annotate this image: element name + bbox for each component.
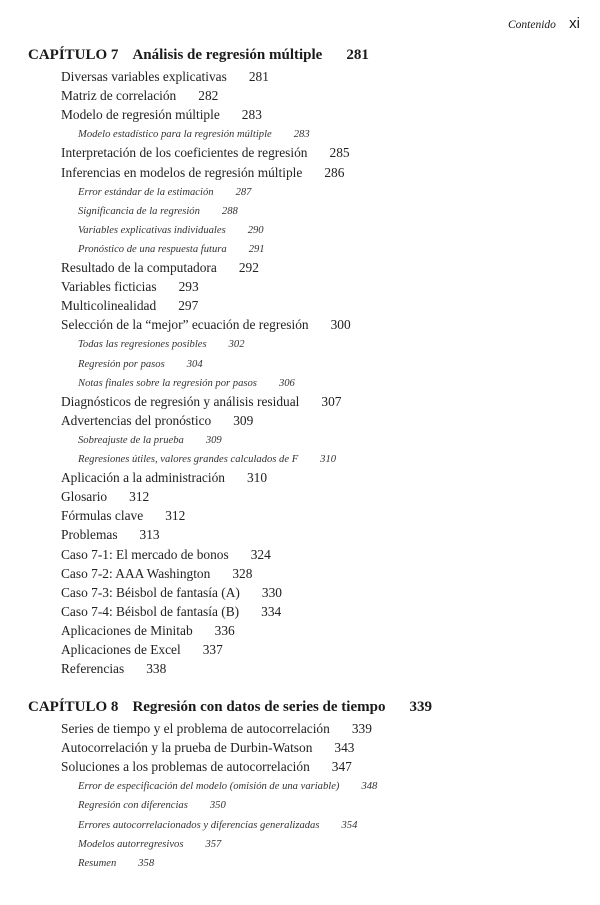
entry-title: Caso 7-4: Béisbol de fantasía (B) [61,603,240,619]
entry-title: Modelo estadístico para la regresión múltiple [78,129,272,141]
entry-title: Glosario [61,489,108,505]
toc-subentry [78,854,154,873]
entry-title: Regresión con diferencias [78,800,188,812]
entry-title: Error estándar de la estimación [78,186,214,198]
entry-page: 312 [129,489,150,505]
entry-title: Pronóstico de una respuesta futura [78,243,227,255]
toc-subentry [78,183,251,202]
chapter-heading [28,698,432,717]
entry-title: Sobreajuste de la prueba [78,434,184,446]
toc-entry [61,602,281,621]
entry-title: Diversas variables explicativas [61,69,227,84]
entry-page: 324 [250,546,271,562]
toc-subentry [78,816,357,835]
entry-page: 312 [165,508,186,524]
entry-title: Inferencias en modelos de regresión múltiple [61,164,303,180]
toc-subentry [78,335,245,354]
entry-page: 328 [232,565,253,581]
entry-page: 357 [205,838,222,850]
entry-title: Modelo de regresión múltiple [61,107,220,123]
toc-entry [61,67,269,86]
chapter-page: 339 [409,699,432,715]
entry-page: 347 [331,759,352,775]
entry-page: 343 [334,740,355,756]
toc-subentry [78,835,221,854]
entry-title: Regresión por pasos [78,358,165,370]
toc-entry [61,525,160,544]
chapter-title: Regresión con datos de series de tiempo [132,699,386,715]
entry-title: Todas las regresiones posibles [78,339,207,351]
entry-title: Autocorrelación y la prueba de Durbin-Watson [61,740,313,756]
toc-subentry [78,221,264,240]
toc-entry [61,738,355,757]
entry-page: 358 [138,857,155,869]
entry-page: 339 [351,721,372,736]
toc-subentry [78,777,377,796]
chapter-label: CAPÍTULO 7 [28,47,119,63]
chapter-label: CAPÍTULO 8 [28,699,119,715]
toc-entry [61,757,352,776]
entry-page: 350 [209,800,226,812]
entry-page: 334 [261,603,282,619]
entry-title: Notas finales sobre la regresión por pasos [78,377,257,389]
toc-subentry [78,125,310,144]
entry-page: 287 [235,186,252,198]
toc-entry [61,143,350,162]
entry-page: 309 [233,412,254,428]
entry-page: 338 [146,661,167,677]
entry-page: 297 [178,298,199,314]
toc-entry [61,277,199,296]
entry-title: Fórmulas clave [61,508,144,524]
toc-subentry [78,202,238,221]
toc-entry [61,392,341,411]
entry-page: 285 [329,145,350,161]
entry-title: Interpretación de los coeficientes de regresión [61,145,308,161]
entry-title: Regresiones útiles, valores grandes calculados de F [78,454,299,465]
entry-title: Variables ficticias [61,279,157,295]
entry-title: Caso 7-2: AAA Washington [61,565,211,581]
toc-entry [61,258,259,277]
entry-page: 310 [320,454,337,465]
entry-page: 300 [330,317,351,333]
entry-title: Multicolinealidad [61,298,157,314]
entry-title: Problemas [61,527,118,543]
toc-entry [61,163,344,182]
entry-page: 330 [261,584,282,600]
entry-page: 292 [238,260,259,275]
entry-page: 282 [198,88,219,104]
entry-page: 336 [214,622,235,638]
entry-title: Aplicaciones de Excel [61,642,181,657]
entry-page: 309 [205,434,222,446]
entry-title: Variables explicativas individuales [78,224,226,236]
entry-page: 306 [278,377,295,389]
entry-page: 354 [341,819,358,831]
toc-entry [61,296,198,315]
chapter-page: 281 [346,47,369,63]
toc-subentry [78,355,203,374]
entry-title: Advertencias del pronóstico [61,412,212,428]
entry-title: Errores autocorrelacionados y diferencias generalizadas [78,819,320,831]
toc-entry [61,545,271,564]
entry-title: Soluciones a los problemas de autocorrelación [61,759,310,775]
entry-title: Error de especificación del modelo (omisión de una variable) [78,781,340,793]
entry-page: 313 [139,527,160,543]
entry-page: 337 [202,642,223,657]
toc-entry [61,564,252,583]
toc-entry [61,659,166,678]
toc-entry [61,315,351,334]
toc-entry [61,621,235,640]
entry-title: Caso 7-3: Béisbol de fantasía (A) [61,584,240,600]
toc-entry [61,506,185,525]
entry-page: 291 [248,243,265,255]
entry-page: 348 [361,781,378,793]
entry-title: Aplicaciones de Minitab [61,622,193,638]
entry-page: 290 [247,224,264,236]
running-header [508,15,580,32]
entry-page: 293 [178,279,199,295]
page-number: xi [569,15,580,32]
entry-page: 302 [228,339,245,351]
entry-page: 286 [324,164,345,180]
entry-page: 304 [186,358,203,370]
entry-title: Significancia de la regresión [78,205,200,217]
toc-subentry [78,431,222,450]
toc-entry [61,468,267,487]
entry-title: Matriz de correlación [61,88,177,104]
toc-subentry [78,374,295,393]
chapter-title: Análisis de regresión múltiple [132,47,323,63]
entry-title: Series de tiempo y el problema de autocorrelación [61,721,330,736]
entry-page: 283 [241,107,262,123]
entry-page: 310 [246,470,268,486]
chapter-heading [28,46,369,65]
entry-page: 307 [321,393,342,409]
entry-title: Diagnósticos de regresión y análisis residual [61,393,300,409]
section-title: Contenido [507,19,556,31]
entry-title: Referencias [61,661,125,677]
toc-entry [61,105,262,124]
toc-entry [61,487,149,506]
entry-page: 288 [221,205,238,217]
entry-title: Resumen [78,857,117,869]
toc-entry [61,411,253,430]
entry-title: Resultado de la computadora [61,260,217,275]
toc-subentry [78,450,336,469]
entry-page: 283 [293,129,310,141]
entry-title: Modelos autorregresivos [78,838,184,850]
entry-title: Caso 7-1: El mercado de bonos [61,546,229,562]
entry-page: 281 [248,69,269,84]
toc-entry [61,719,372,738]
toc-subentry [78,240,265,259]
toc-entry [61,583,282,602]
entry-title: Selección de la “mejor” ecuación de regresión [61,317,309,333]
toc-subentry [78,796,226,815]
toc-entry [61,86,218,105]
toc-entry [61,640,223,659]
entry-title: Aplicación a la administración [61,470,225,486]
